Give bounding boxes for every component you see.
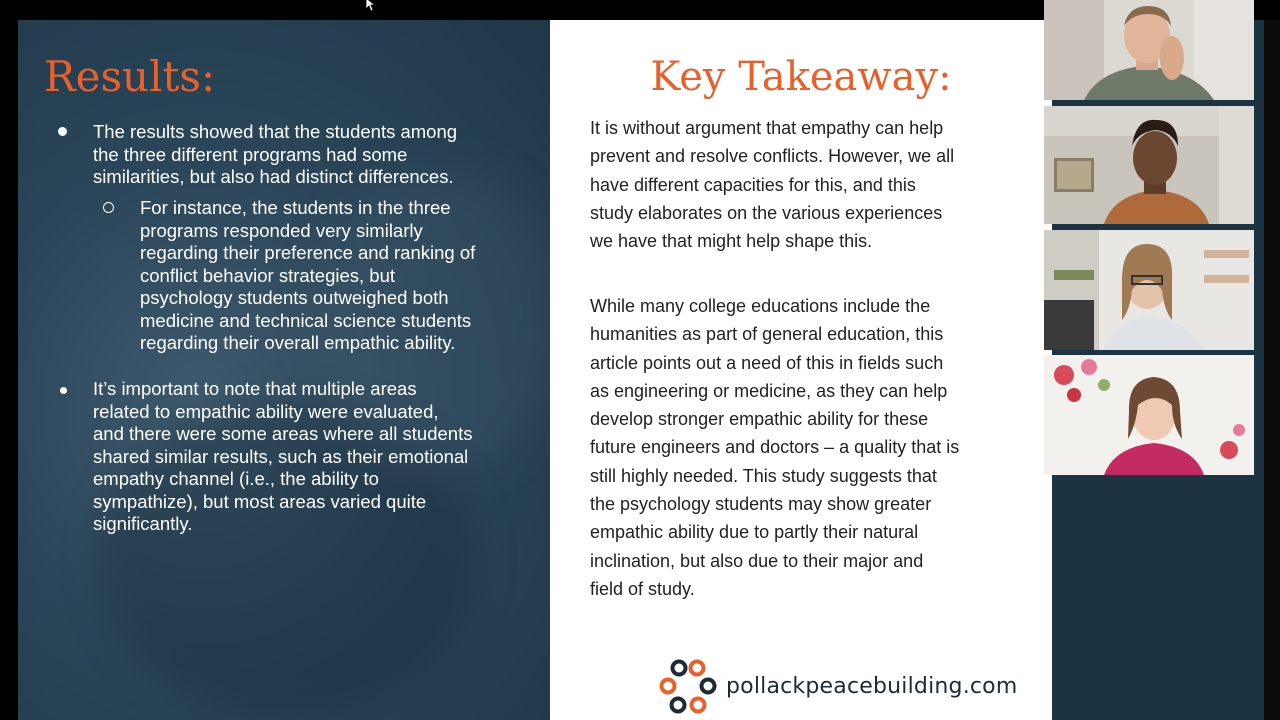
- bullet-line: For instance, the students in the three: [140, 197, 451, 218]
- results-bullet-1: [93, 121, 543, 189]
- participant-video: [1044, 355, 1254, 475]
- paragraph-line: future engineers and doctors – a quality that is: [590, 437, 960, 458]
- paragraph-line: have different capacities for this, and this: [590, 174, 916, 195]
- results-sub-bullet: [140, 197, 540, 355]
- paragraph-line: study elaborates on the various experiences: [590, 202, 943, 223]
- bullet-line: similarities, but also had distinct differences.: [93, 166, 454, 187]
- bullet-line: regarding their overall empathic ability.: [140, 332, 456, 353]
- bullet-line: significantly.: [93, 513, 193, 534]
- bullet-line: regarding their preference and ranking of: [140, 242, 476, 263]
- bullet-dot-icon: [60, 387, 67, 394]
- bullet-line: programs responded very similarly: [140, 219, 423, 241]
- bullet-dot-icon: [58, 127, 67, 136]
- takeaway-paragraph-2: [590, 292, 1030, 603]
- bullet-line: conflict behavior strategies, but: [140, 264, 396, 286]
- takeaway-paragraph-1: [590, 114, 1030, 255]
- paragraph-line: article points out a need of this in fields such: [590, 352, 944, 373]
- sub-bullet-circle-icon: [103, 202, 114, 213]
- pollack-logo-icon: [658, 658, 718, 718]
- paragraph-line: develop stronger empathic ability for these: [590, 409, 929, 430]
- paragraph-line: empathic ability due to partly their natural: [590, 522, 919, 543]
- key-takeaway-slide-panel: [550, 20, 1052, 720]
- bullet-line: medicine and technical science students: [140, 309, 472, 331]
- participant-video: [1044, 0, 1254, 100]
- bullet-line: sympathize), but most areas varied quite: [93, 490, 427, 512]
- results-slide-panel: [18, 20, 550, 720]
- results-title: Results:: [44, 52, 216, 101]
- paragraph-line: we have that might help shape this.: [590, 231, 873, 252]
- key-takeaway-title: Key Takeaway:: [650, 54, 952, 100]
- video-tile-participant-4[interactable]: [1044, 355, 1254, 475]
- participant-video: [1044, 230, 1254, 350]
- bullet-line: empathy channel (i.e., the ability to: [93, 468, 379, 489]
- paragraph-line: humanities as part of general education, this: [590, 324, 944, 345]
- video-gallery: [1052, 20, 1264, 720]
- participant-video: [1044, 106, 1254, 224]
- paragraph-line: While many college educations include the: [590, 296, 931, 316]
- paragraph-line: inclination, but also due to their major and: [590, 550, 924, 571]
- website-url: pollackpeacebuilding.com: [726, 674, 1018, 699]
- bullet-line: The results showed that the students among: [93, 121, 458, 142]
- paragraph-line: prevent and resolve conflicts. However, we all: [590, 146, 955, 167]
- bullet-line: psychology students outweighed both: [140, 287, 449, 308]
- video-tile-participant-2[interactable]: [1044, 106, 1254, 224]
- bullet-line: shared similar results, such as their emotional: [93, 445, 469, 467]
- paragraph-line: the psychology students may show greater: [590, 494, 932, 515]
- bullet-line: It’s important to note that multiple areas: [93, 378, 417, 399]
- results-bullet-2: [93, 378, 543, 536]
- video-tile-participant-1[interactable]: [1044, 0, 1254, 100]
- paragraph-line: field of study.: [590, 578, 695, 599]
- paragraph-line: It is without argument that empathy can help: [590, 118, 944, 138]
- bullet-line: the three different programs had some: [93, 143, 408, 165]
- bullet-line: related to empathic ability were evaluated,: [93, 400, 439, 422]
- paragraph-line: still highly needed. This study suggests that: [590, 465, 937, 486]
- bullet-line: and there were some areas where all students: [93, 423, 473, 444]
- paragraph-line: as engineering or medicine, as they can help: [590, 380, 948, 401]
- video-tile-participant-3[interactable]: [1044, 230, 1254, 350]
- video-gallery-scrollbar[interactable]: [1264, 20, 1280, 720]
- mouse-cursor-icon: [365, 0, 377, 12]
